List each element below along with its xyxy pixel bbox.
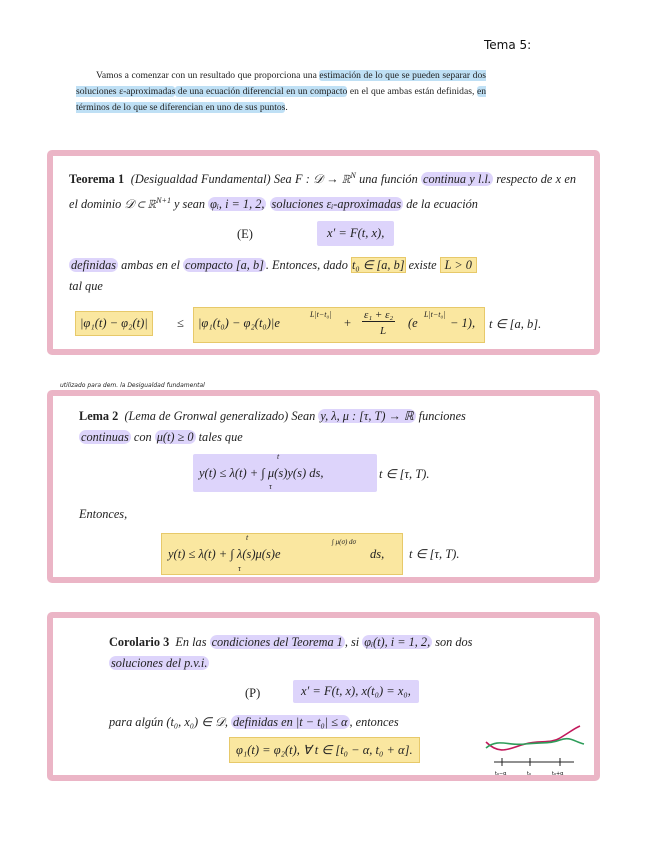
ineq-plus: + bbox=[344, 316, 352, 331]
lema-text-3: con bbox=[130, 430, 155, 444]
teorema-heading: Teorema 1 bbox=[69, 172, 125, 187]
teorema-text-7: . Entonces, dado bbox=[265, 258, 351, 273]
corolario-eq-label: (P) bbox=[245, 686, 261, 700]
sketch-label-left: t₀−α bbox=[495, 771, 507, 777]
sketch-curve-green bbox=[486, 739, 584, 748]
sketch-label-right: t₀+α bbox=[552, 771, 564, 777]
intro-text-4: . bbox=[285, 102, 288, 113]
lema-eq2: y(t) ≤ λ(t) + ∫ λ(s)μ(s)e bbox=[168, 547, 281, 561]
lema-eq1-upper: t bbox=[277, 452, 280, 461]
sketch-label-mid: t₀ bbox=[527, 771, 531, 777]
corolario-equation-2: φ₁(t) = φ₂(t), ∀ t ∈ [t₀ − α, t₀ + α]. bbox=[229, 737, 420, 763]
teorema-box bbox=[47, 150, 600, 355]
lema-highlight-continuas: continuas bbox=[81, 430, 129, 444]
lema-eq1: y(t) ≤ λ(t) + ∫ μ(s)y(s) ds, bbox=[199, 466, 324, 480]
ineq-right-a: |φ₁(t₀) − φ₂(t₀)|e bbox=[198, 316, 280, 331]
ineq-num: ε₁ + ε₂ bbox=[364, 309, 394, 322]
ineq-right-box bbox=[193, 307, 485, 343]
lema-eq2-box bbox=[161, 533, 403, 575]
teorema-highlight-compacto: compacto [a, b] bbox=[184, 258, 264, 273]
lema-eq2-exp: ∫ μ(σ) dσ bbox=[332, 538, 356, 546]
page-heading: Tema 5: bbox=[484, 38, 532, 52]
lema-eq2-lower: τ bbox=[238, 564, 241, 573]
solutions-sketch bbox=[480, 722, 590, 782]
lema-eq1-box bbox=[193, 454, 377, 492]
handwritten-note: utilizado para dem. la Desigualdad fundamental bbox=[60, 382, 205, 389]
corolario-equation: x′ = F(t, x), x(t₀) = x₀, bbox=[293, 680, 419, 703]
intro-paragraph bbox=[76, 68, 486, 116]
corolario-text-2: , si bbox=[344, 635, 363, 649]
teorema-highlight-continua: continua y l.l. bbox=[423, 172, 492, 187]
teorema-eq-label: (E) bbox=[237, 227, 253, 242]
ineq-le: ≤ bbox=[177, 316, 184, 331]
lema-eq2-ds: ds, bbox=[370, 547, 385, 561]
corolario-highlight-pvi: soluciones del p.v.i. bbox=[111, 656, 208, 670]
teorema-statement bbox=[69, 165, 576, 215]
teorema-sup-1: N bbox=[350, 171, 356, 180]
ineq-den: L bbox=[380, 325, 387, 338]
corolario-text-4: para algún (t₀, x₀) ∈ 𝒟, bbox=[109, 715, 231, 729]
teorema-statement-2 bbox=[69, 255, 576, 297]
lema-conclusion bbox=[79, 533, 576, 577]
lema-highlight-functions: y, λ, μ : [τ, T) → ℝ bbox=[320, 409, 414, 423]
teorema-text-9: tal que bbox=[69, 279, 103, 294]
intro-text-1: Vamos a comenzar con un resultado que proporciona una bbox=[96, 70, 320, 81]
lema-entonces: Entonces, bbox=[79, 507, 128, 521]
corolario-text-5: , entonces bbox=[349, 715, 399, 729]
teorema-text-3: respecto de x en el dominio 𝒟 ⊂ ℝ bbox=[69, 172, 577, 212]
lema-statement bbox=[79, 406, 576, 448]
ineq-exp-2: L|t−t₀| bbox=[424, 310, 446, 320]
lema-eq2-upper: t bbox=[246, 533, 249, 542]
ineq-right-c: − 1), bbox=[450, 316, 476, 331]
intro-text-2: de una ecuación diferencial en un compacto bbox=[175, 86, 348, 97]
teorema-text-8: existe bbox=[405, 258, 440, 273]
teorema-highlight-phi: φᵢ, i = 1, 2, bbox=[210, 197, 265, 212]
teorema-highlight-soluciones: soluciones εᵢ-aproximadas bbox=[271, 197, 402, 212]
corolario-highlight-definidas: definidas en |t − t₀| ≤ α bbox=[232, 715, 348, 729]
teorema-text-4: y sean bbox=[170, 197, 209, 212]
teorema-text-2: una función bbox=[355, 172, 421, 187]
lema-text-4: tales que bbox=[195, 430, 243, 444]
corolario-heading: Corolario 3 bbox=[109, 635, 170, 649]
intro-highlight-1: estimación de lo que se pueden separar dos soluciones ε-aproximadas bbox=[76, 70, 486, 97]
corolario-statement bbox=[109, 632, 576, 674]
teorema-text-6: ambas en el bbox=[118, 258, 183, 273]
intro-text-3: en el que ambas están definidas, bbox=[347, 86, 477, 97]
lema-text-1: (Lema de Gronwal generalizado) Sean bbox=[124, 409, 319, 423]
lema-eq2-tail: t ∈ [τ, T). bbox=[409, 547, 460, 561]
teorema-highlight-definidas: definidas bbox=[71, 258, 117, 273]
corolario-text-1: En las bbox=[175, 635, 210, 649]
ineq-left: |φ₁(t) − φ₂(t)| bbox=[75, 311, 153, 336]
lema-highlight-mu: μ(t) ≥ 0 bbox=[156, 430, 194, 444]
teorema-inequality bbox=[69, 307, 576, 347]
lema-box bbox=[47, 390, 600, 583]
ineq-exp-1: L|t−t₀| bbox=[310, 310, 332, 320]
teorema-equation-row bbox=[69, 221, 576, 255]
ineq-tail: t ∈ [a, b]. bbox=[489, 317, 542, 332]
teorema-highlight-L: L > 0 bbox=[440, 257, 477, 273]
corolario-pvi-row bbox=[109, 680, 576, 710]
lema-text-2: funciones bbox=[415, 409, 466, 423]
lema-eq1-tail: t ∈ [τ, T). bbox=[379, 467, 430, 481]
teorema-sup-2: N+1 bbox=[156, 196, 171, 206]
teorema-text-1: (Desigualdad Fundamental) Sea F : 𝒟 → ℝ bbox=[130, 172, 351, 187]
lema-heading: Lema 2 bbox=[79, 409, 119, 423]
corolario-highlight-condiciones: condiciones del Teorema 1 bbox=[211, 635, 343, 649]
corolario-text-3: son dos bbox=[432, 635, 473, 649]
teorema-equation: x′ = F(t, x), bbox=[317, 221, 394, 246]
teorema-text-5: de la ecuación bbox=[403, 197, 478, 212]
intro-highlight-2: en términos de lo que se diferencian en uno de sus puntos bbox=[76, 86, 486, 113]
corolario-highlight-phi: φᵢ(t), i = 1, 2, bbox=[364, 635, 431, 649]
ineq-right-b: (e bbox=[408, 316, 418, 331]
lema-eq1-lower: τ bbox=[269, 482, 272, 491]
teorema-highlight-t0: t₀ ∈ [a, b] bbox=[351, 258, 405, 273]
lema-hypothesis bbox=[79, 454, 576, 496]
